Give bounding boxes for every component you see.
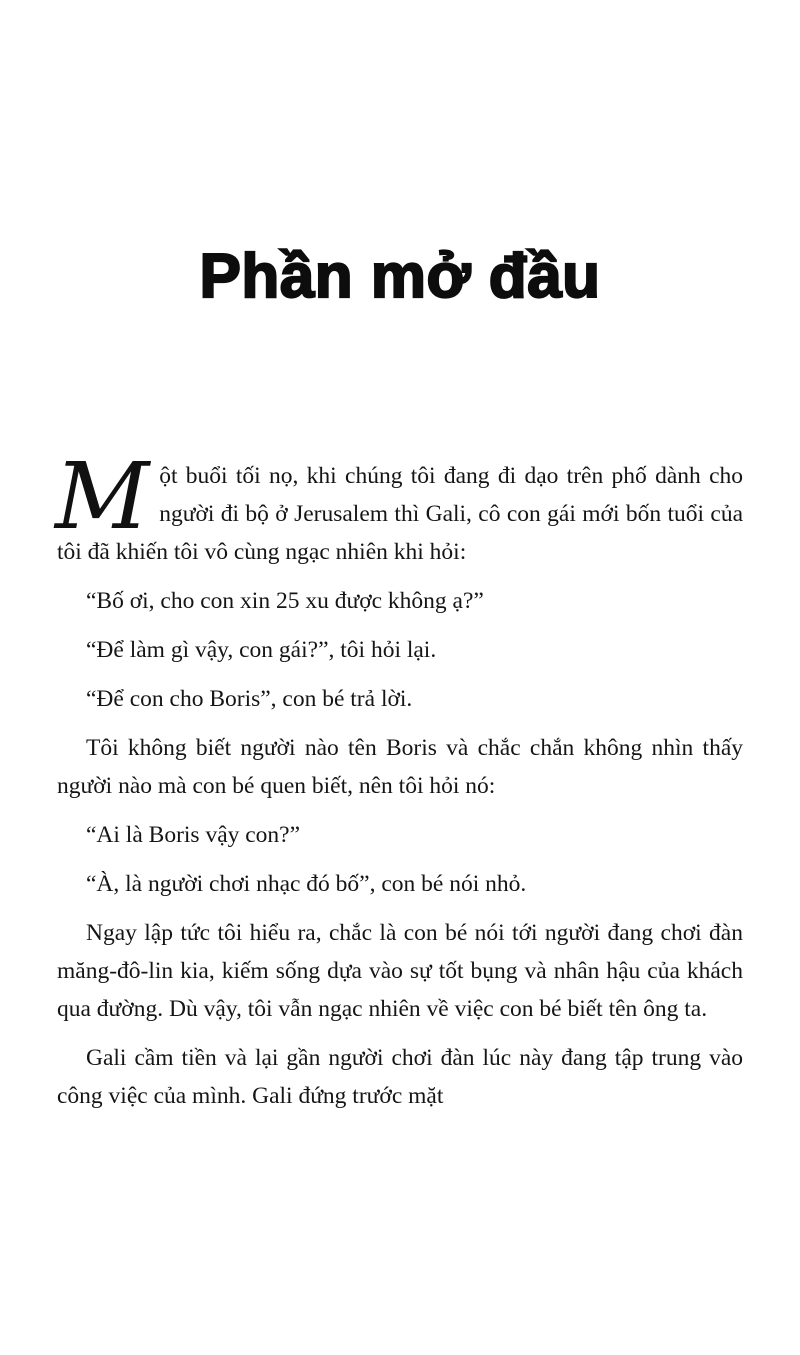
page-title: Phần mở đầu: [199, 242, 601, 311]
paragraph: “Để con cho Boris”, con bé trả lời.: [86, 686, 413, 713]
paragraph: “Ai là Boris vậy con?”: [86, 822, 301, 849]
paragraph: Gali cầm tiền và lại gần người chơi đàn lúc này đang tập trung vào công việc của mình. Gali đứng trước mặt: [57, 1045, 743, 1110]
paragraph: “Bố ơi, cho con xin 25 xu được không ạ?”: [86, 588, 484, 615]
drop-cap: M: [55, 443, 150, 551]
page-body: [55, 443, 743, 1115]
paragraph-text: ột buổi tối nọ, khi chúng tôi đang đi dạo trên phố dành cho người đi bộ ở Jerusalem thì Gali, cô con gái mới bốn tuổi của tôi đã khiến tôi vô cùng ngạc nhiên khi hỏi:: [57, 463, 743, 566]
paragraph: Tôi không biết người nào tên Boris và chắc chắn không nhìn thấy người nào mà con bé quen biết, nên tôi hỏi nó:: [57, 735, 743, 800]
paragraph: [55, 443, 743, 571]
paragraph: “Để làm gì vậy, con gái?”, tôi hỏi lại.: [86, 637, 437, 664]
paragraph: Ngay lập tức tôi hiểu ra, chắc là con bé nói tới người đang chơi đàn măng-đô-lin kia, kiếm sống dựa vào sự tốt bụng và nhân hậu của khách qua đường. Dù vậy, tôi vẫn ngạc nhiên về việc con bé biết tên ông ta.: [57, 920, 743, 1023]
paragraph: “À, là người chơi nhạc đó bố”, con bé nói nhỏ.: [86, 871, 527, 898]
